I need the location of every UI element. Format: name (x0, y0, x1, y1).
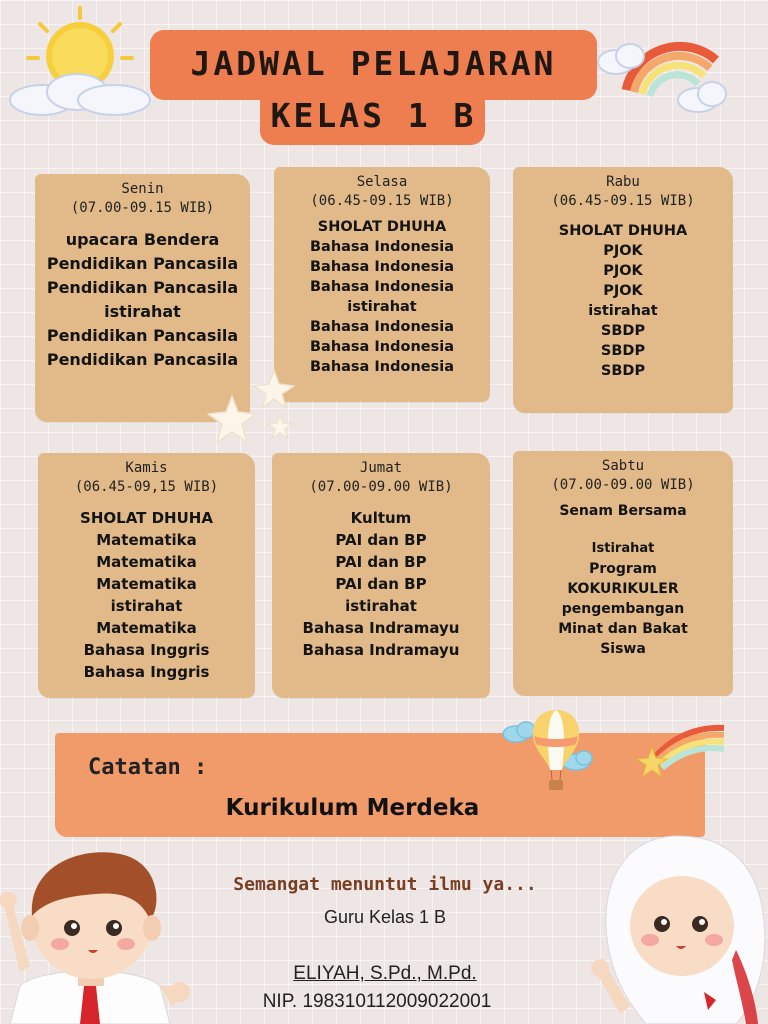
subject-item: Pendidikan Pancasila (46, 254, 239, 273)
subject-item: SHOLAT DHUHA (317, 219, 447, 235)
day-label: Sabtu (601, 458, 645, 474)
subject-item: SHOLAT DHUHA (558, 223, 688, 239)
subject-item: KOKURIKULER (567, 581, 679, 597)
day-label: Kamis (125, 460, 168, 476)
subject-item: istirahat (110, 597, 183, 615)
notes-body: Kurikulum Merdeka (225, 795, 480, 821)
subject-item: Matematika (96, 553, 197, 571)
subject-item: Siswa (600, 641, 646, 657)
subject-item: istirahat (347, 299, 417, 315)
day-label: Senin (121, 181, 164, 197)
subject-item: Pendidikan Pancasila (46, 278, 239, 297)
page-title: JADWAL PELAJARAN (190, 44, 557, 83)
time-range: (07.00-09.15 WIB) (70, 200, 215, 216)
subject-item: Matematika (96, 575, 197, 593)
teacher-role: Guru Kelas 1 B (323, 907, 447, 927)
day-label: Rabu (606, 174, 640, 190)
subject-item: SHOLAT DHUHA (80, 509, 213, 527)
subject-item: pengembangan (561, 601, 685, 617)
time-range: (07.00-09.00 WIB) (309, 479, 453, 495)
schedule-card-jumat (272, 453, 490, 698)
subject-item: Matematika (96, 619, 197, 637)
day-label: Jumat (359, 460, 403, 476)
subject-item: Bahasa Indramayu (302, 619, 460, 637)
subject-item: Bahasa Indonesia (309, 279, 454, 295)
subject-item: Bahasa Inggris (83, 663, 210, 681)
schedule-card-rabu (513, 167, 733, 413)
subject-item: PAI dan BP (335, 531, 427, 549)
subject-item: Pendidikan Pancasila (46, 326, 239, 345)
subject-item: upacara Bendera (65, 230, 220, 249)
motto-text: Semangat menuntut ilmu ya... (233, 874, 537, 895)
subject-item: Minat dan Bakat (558, 621, 688, 637)
subject-item: Bahasa Indonesia (309, 259, 454, 275)
subject-item: Istirahat (591, 541, 655, 556)
subject-item: PAI dan BP (335, 553, 427, 571)
time-range: (06.45-09,15 WIB) (74, 479, 219, 495)
subject-item: Bahasa Inggris (83, 641, 210, 659)
schedule-card-kamis (38, 453, 255, 698)
hot-air-balloon-icon (500, 706, 595, 798)
subject-item: SBDP (600, 363, 646, 379)
subject-item: PJOK (603, 263, 643, 279)
subject-item: Matematika (96, 531, 197, 549)
time-range: (06.45-09.15 WIB) (310, 193, 454, 209)
boy-student-illustration (0, 836, 200, 1024)
subject-item: Senam Bersama (559, 503, 687, 519)
subject-item: Program (589, 561, 657, 577)
schedule-card-selasa (274, 167, 490, 402)
subject-item: SBDP (600, 343, 646, 359)
subject-item: Bahasa Indonesia (309, 319, 454, 335)
notes-band (55, 733, 705, 837)
page-subtitle: KELAS 1 B (270, 96, 477, 135)
girl-student-illustration (586, 830, 768, 1024)
subject-item: PJOK (603, 243, 643, 259)
time-range: (07.00-09.00 WIB) (551, 477, 695, 493)
star-icon (204, 366, 304, 450)
teacher-name: ELIYAH, S.Pd., M.Pd. (293, 963, 477, 984)
subject-item: Kultum (350, 509, 412, 527)
subject-item: Bahasa Indonesia (309, 359, 454, 375)
subject-item: Bahasa Indonesia (309, 239, 454, 255)
day-label: Selasa (356, 174, 408, 190)
subject-item (513, 521, 733, 539)
subject-item: istirahat (104, 302, 181, 321)
subject-item: Bahasa Indonesia (309, 339, 454, 355)
subject-item: Pendidikan Pancasila (46, 350, 239, 369)
subject-item: PAI dan BP (335, 575, 427, 593)
shooting-star-icon (634, 718, 726, 782)
rainbow-icon (596, 20, 731, 115)
teacher-nip: NIP. 198310112009022001 (262, 991, 492, 1012)
cloud-icon (2, 70, 157, 118)
subject-item: PJOK (603, 283, 643, 299)
subject-item: istirahat (588, 303, 658, 319)
subject-item: SBDP (600, 323, 646, 339)
time-range: (06.45-09.15 WIB) (551, 193, 695, 209)
notes-label: Catatan : (88, 755, 208, 780)
schedule-card-sabtu (513, 451, 733, 696)
subject-item: Bahasa Indramayu (302, 641, 460, 659)
subject-item: istirahat (345, 597, 417, 615)
